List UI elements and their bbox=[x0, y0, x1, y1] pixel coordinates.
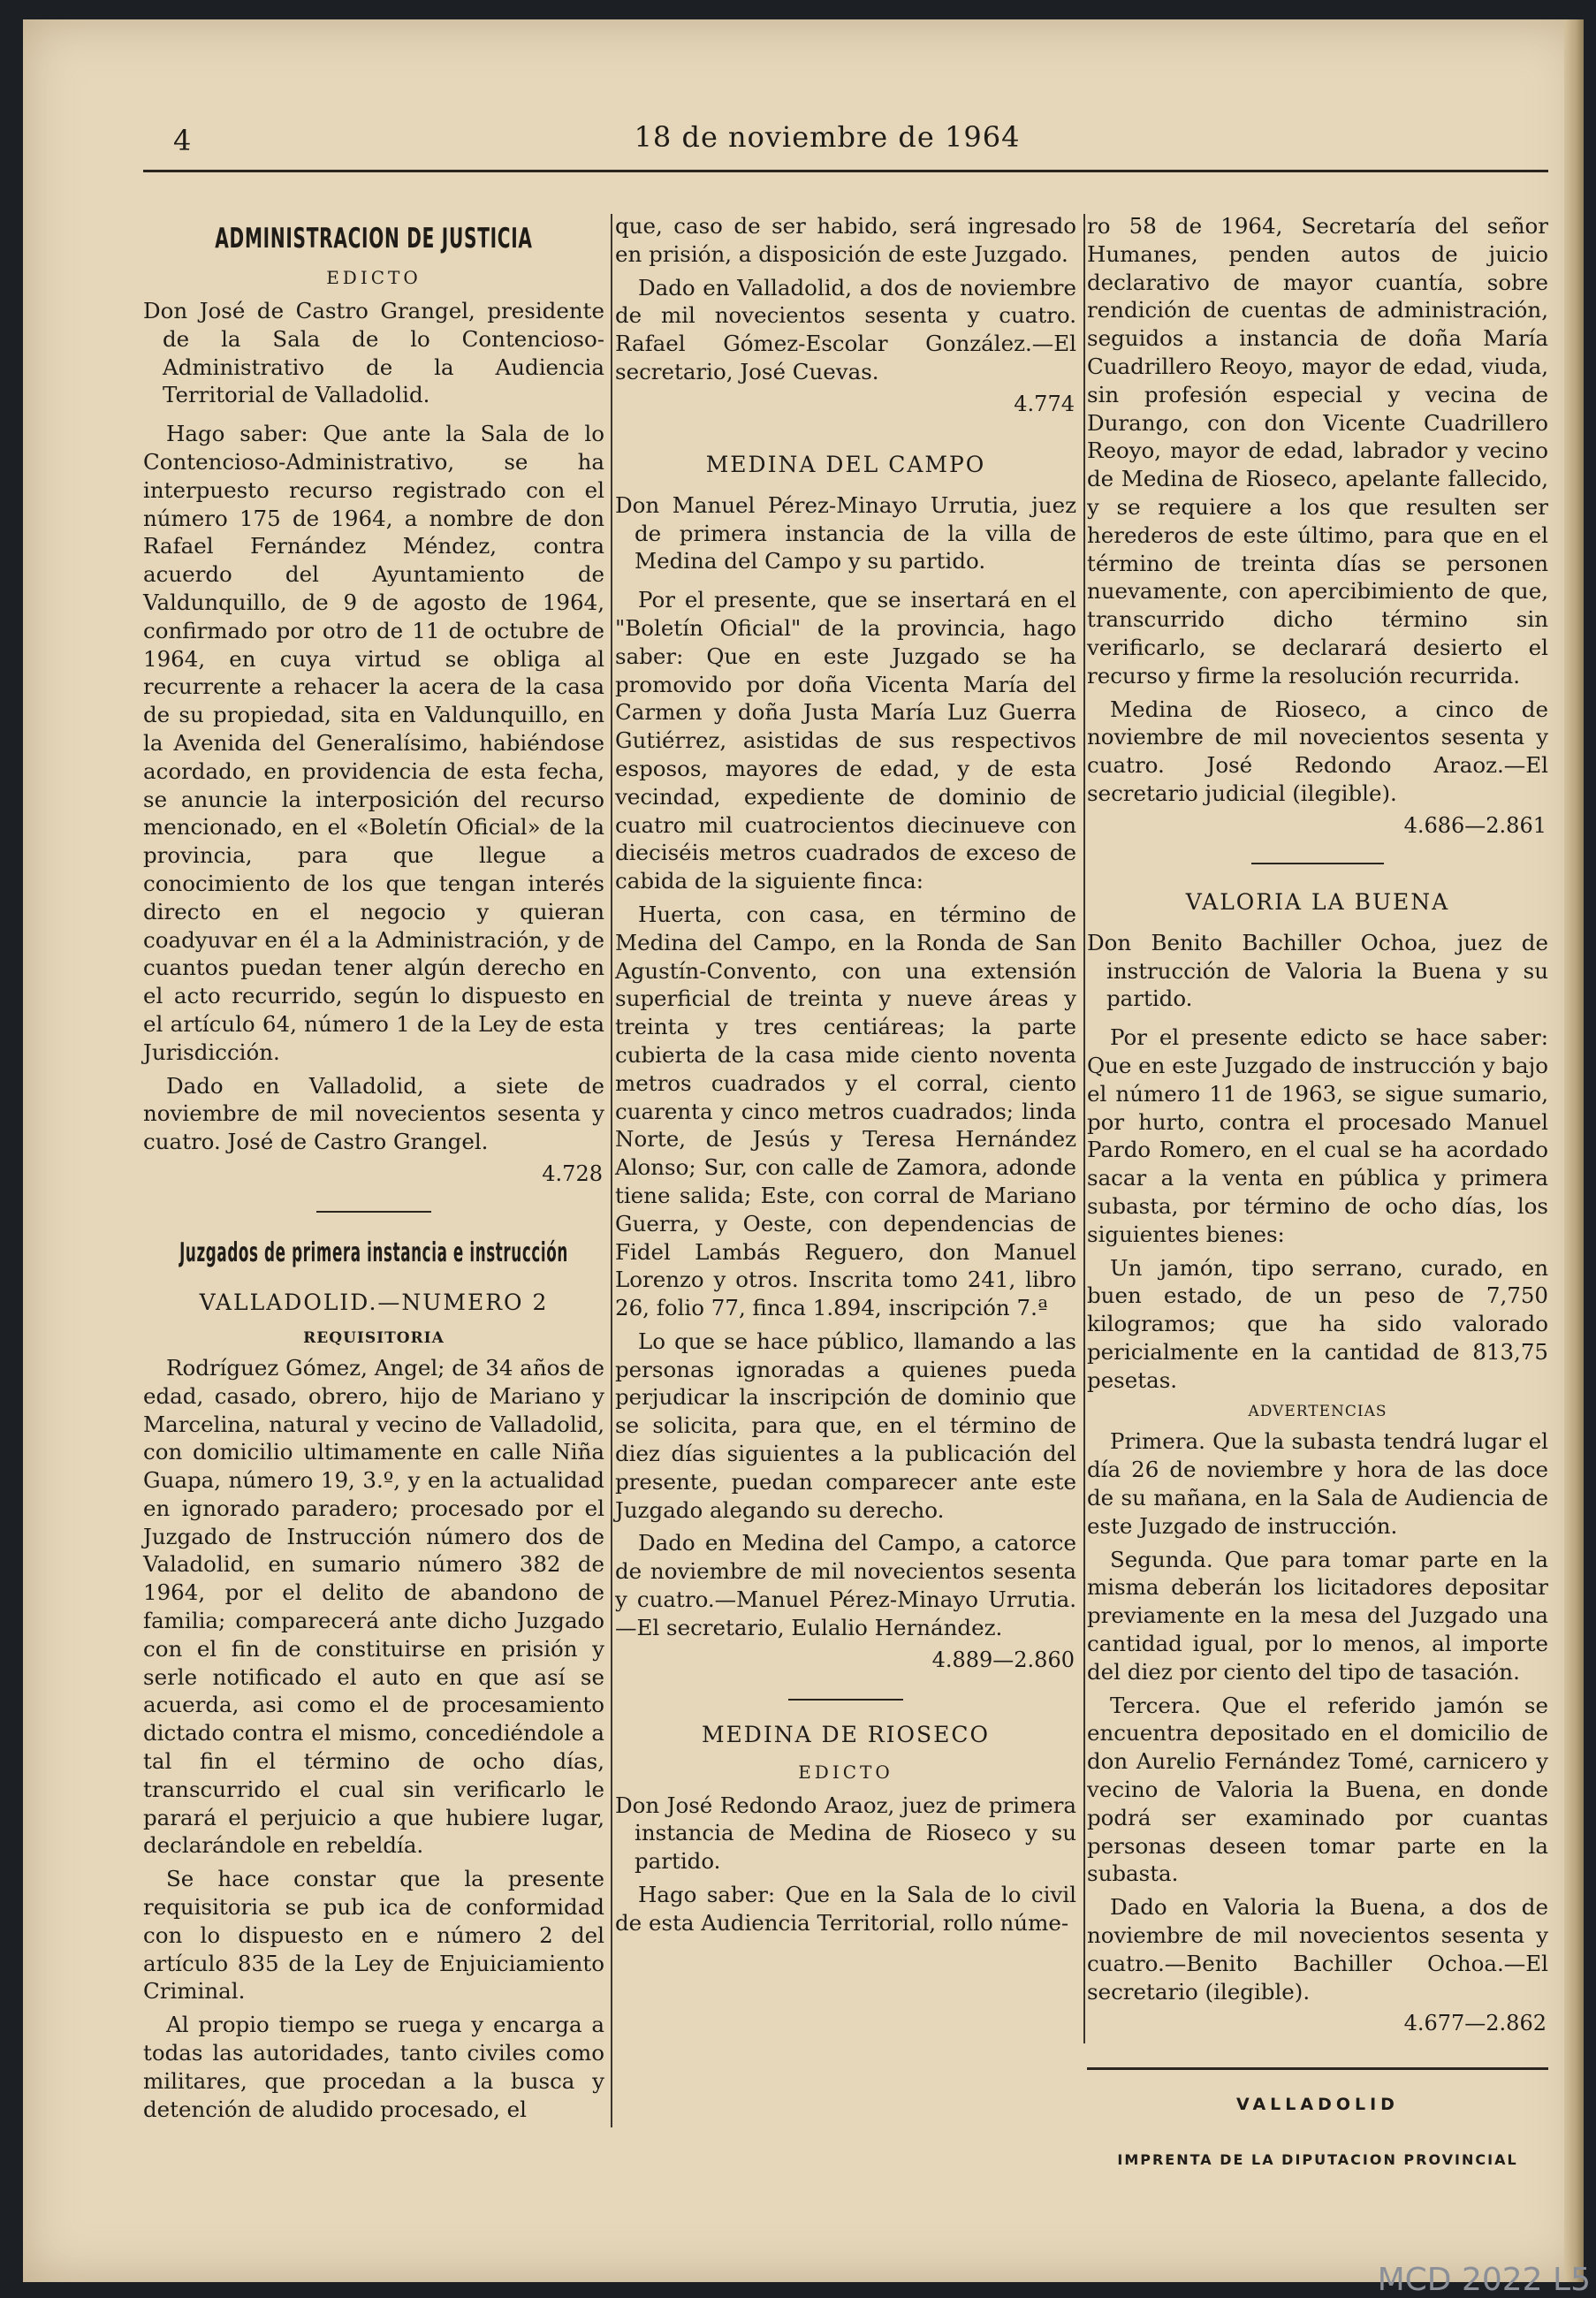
section-title: Juzgados de primera instancia e instrucción bbox=[179, 1237, 568, 1268]
paragraph: Lo que se hace público, llamando a las personas ignoradas a quienes pueda perjudicar la inscripción de dominio que se solicita, para que, en el término de diez días siguientes a la publicación del presente, puedan comparecer ante este Juzgado alegando su derecho. bbox=[615, 1328, 1076, 1523]
location-heading: MEDINA DEL CAMPO bbox=[705, 451, 986, 477]
newspaper-page bbox=[23, 19, 1584, 2282]
separator bbox=[788, 1699, 903, 1701]
column-2 bbox=[615, 212, 1076, 1943]
paragraph: Primera. Que la subasta tendrá lugar el día 26 de noviembre y hora de las doce de su mañana, en la Sala de Audiencia de este Juzgado de instrucción. bbox=[1087, 1428, 1548, 1539]
edicto-label: EDICTO bbox=[798, 1761, 893, 1783]
paragraph: Hago saber: Que en la Sala de lo civil de esta Audiencia Territorial, rollo núme- bbox=[615, 1882, 1076, 1936]
edict-number: 4.889—2.860 bbox=[931, 1647, 1075, 1672]
paragraph: Rodríguez Gómez, Angel; de 34 años de edad, casado, obrero, hijo de Mariano y Marcelina, natural y vecino de Valladolid, con domicilio ultimamente en calle Niña Guapa, número 19, 3.º, y en la actualidad en ignorado paradero; procesado por el Juzgado de Instrucción número dos de Valadolid, en sumario número 382 de 1964, por el delito de abandono de familia; comparecerá ante dicho Juzgado con el fin de constituirse en prisión y serle notificado el auto en que así se acuerda, asi como el de procesamiento dictado contra el mismo, concediéndole a tal fin el término de ocho días, transcurrido el cual sin verificarlo le parará el perjuicio a que hubiere lugar, declarándole en rebeldía. bbox=[143, 1354, 604, 1859]
footer-rule bbox=[1087, 2067, 1548, 2070]
paragraph: Por el presente, que se insertará en el "Boletín Oficial" de la provincia, hago saber: Que en este Juzgado se ha promovido por doña Vicenta María del Carmen y doña Justa María Luz Guerra Gutiérrez, asistidas de sus respectivos esposos, mayores de edad, y de esta vecindad, expediente de dominio de cuatro mil cuatrocientos diecinueve con dieciséis metros cuadrados de exceso de cabida de la siguiente finca: bbox=[615, 587, 1076, 894]
paragraph: Tercera. Que el referido jamón se encuentra depositado en el domicilio de don Aurelio Fernández Tomé, carnicero y vecino de Valoria la Buena, en donde podrá ser examinado por cuantas personas deseen tomar parte en la subasta. bbox=[1087, 1692, 1548, 1887]
paragraph: ro 58 de 1964, Secretaría del señor Humanes, penden autos de juicio declarativo de mayor cuantía, sobre rendición de cuentas de administración, seguidos a instancia de doña María Cuadrillero Reoyo, mayor de edad, viuda, sin profesión especial y vecina de Durango, con don Vicente Cuadrillero Reoyo, mayor de edad, labrador y vecino de Medina de Rioseco, apelante fallecido, y se requiere a los que resulten ser herederos de este último, para que en el término de treinta días se personen nuevamente, con apercibimiento de que, transcurrido dicho término sin verificarlo, se declarará desierto el recurso y firme la resolución recurrida. bbox=[1087, 213, 1548, 689]
separator bbox=[316, 1211, 431, 1213]
archive-stamp: MCD 2022 L5 bbox=[1377, 2262, 1591, 2298]
paragraph: que, caso de ser habido, será ingresado en prisión, a disposición de este Juzgado. bbox=[615, 213, 1076, 267]
requisitoria-label: REQUISITORIA bbox=[303, 1328, 445, 1347]
issue-date: 18 de noviembre de 1964 bbox=[634, 120, 1021, 154]
paragraph: Segunda. Que para tomar parte en la misma deberán los licitadores depositar previamente en la mesa del Juzgado una cantidad igual, por lo menos, al importe del diez por ciento del tipo de tasación. bbox=[1087, 1546, 1548, 1685]
location-heading: VALORIA LA BUENA bbox=[1185, 888, 1450, 915]
section-title: ADMINISTRACION DE JUSTICIA bbox=[215, 223, 533, 255]
paragraph: Hago saber: Que ante la Sala de lo Contencioso-Administrativo, se ha interpuesto recurso registrado con el número 175 de 1964, a nombre de don Rafael Fernández Méndez, contra acuerdo del Ayuntamiento de Valdunquillo, de 9 de agosto de 1964, confirmado por otro de 11 de octubre de 1964, en cuya virtud se obliga al recurrente a rehacer la acera de la casa de su propiedad, sita en Valdunquillo, en la Avenida del Generalísimo, habiéndose acordado, en providencia de esta fecha, se anuncie la interposición del recurso mencionado, en el «Boletín Oficial» de la provincia, para que llegue a conocimiento de los que tengan interés directo en el negocio y quieran coadyuvar en él a la Administración, y de cuantos puedan tener algún derecho en el acto recurrido, según lo dispuesto en el artículo 64, número 1 de la Ley de esta Jurisdicción. bbox=[143, 421, 604, 1065]
paragraph: Un jamón, tipo serrano, curado, en buen estado, de un peso de 7,750 kilogramos; que ha sido valorado pericialmente en la cantidad de 813,75 pesetas. bbox=[1087, 1254, 1548, 1393]
paragraph: Huerta, con casa, en término de Medina del Campo, en la Ronda de San Agustín-Convento, con una extensión superficial de treinta y nueve áreas y treinta y tres centiáreas; la parte cubierta de la casa mide ciento noventa metros cuadrados y el corral, ciento cuarenta y cinco metros cuadrados; linda Norte, de Jesús y Teresa Hernández Alonso; Sur, con calle de Zamora, adonde tiene salida; Este, con corral de Mariano Guerra, y Oeste, con dependencias de Fidel Lambás Reguero, don Manuel Lorenzo y otros. Inscrita tomo 241, libro 26, folio 77, finca 1.894, inscripción 7.ª bbox=[615, 901, 1076, 1321]
paragraph: Al propio tiempo se ruega y encarga a todas las autoridades, tanto civiles como militares, que procedan a la busca y detención de aludido procesado, el bbox=[143, 2012, 604, 2122]
column-3 bbox=[1087, 212, 1548, 2168]
footer-city: VALLADOLID bbox=[1236, 2095, 1399, 2115]
location-heading: VALLADOLID.—NUMERO 2 bbox=[199, 1289, 549, 1315]
paragraph: Dado en Valladolid, a siete de noviembre de mil novecientos sesenta y cuatro. José de Castro Grangel. bbox=[143, 1072, 604, 1155]
paragraph: Don Benito Bachiller Ochoa, juez de instrucción de Valoria la Buena y su partido. bbox=[1087, 929, 1548, 1012]
advertencias-label: ADVERTENCIAS bbox=[1248, 1403, 1387, 1421]
paragraph: Se hace constar que la presente requisitoria se pub ica de conformidad con lo dispuesto en e número 2 del artículo 835 de la Ley de Enjuiciamiento Criminal. bbox=[143, 1866, 604, 2005]
paragraph: Dado en Valladolid, a dos de noviembre de mil novecientos sesenta y cuatro. Rafael Gómez-Escolar González.—El secretario, José Cuevas. bbox=[615, 274, 1076, 384]
edict-number: 4.686—2.861 bbox=[1403, 812, 1547, 838]
page-edge bbox=[1564, 19, 1584, 2282]
edicto-label: EDICTO bbox=[326, 267, 422, 288]
footer-printer: IMPRENTA DE LA DIPUTACION PROVINCIAL bbox=[1117, 2151, 1518, 2169]
column-divider bbox=[611, 214, 612, 2127]
edict-number: 4.728 bbox=[542, 1160, 603, 1186]
column-1 bbox=[143, 212, 604, 2128]
paragraph: Por el presente edicto se hace saber: Que en este Juzgado de instrucción y bajo el número 11 de 1963, se sigue sumario, por hurto, contra el procesado Manuel Pardo Romero, en el cual se ha acordado sacar a la venta en pública y primera subasta, por término de ocho días, los siguientes bienes: bbox=[1087, 1024, 1548, 1247]
edict-number: 4.774 bbox=[1014, 391, 1075, 416]
paragraph: Dado en Valoria la Buena, a dos de noviembre de mil novecientos sesenta y cuatro.—Benito Bachiller Ochoa.—El secretario (ilegible). bbox=[1087, 1894, 1548, 2005]
paragraph: Don José Redondo Araoz, juez de primera instancia de Medina de Rioseco y su partido. bbox=[615, 1792, 1076, 1875]
column-divider bbox=[1083, 214, 1085, 2043]
edict-number: 4.677—2.862 bbox=[1403, 2011, 1547, 2036]
paragraph: Don Manuel Pérez-Minayo Urrutia, juez de primera instancia de la villa de Medina del Campo y su partido. bbox=[615, 491, 1076, 574]
paragraph: Dado en Medina del Campo, a catorce de noviembre de mil novecientos sesenta y cuatro.—Manuel Pérez-Minayo Urrutia.—El secretario, Eulalio Hernández. bbox=[615, 1530, 1076, 1640]
page-number: 4 bbox=[173, 124, 192, 157]
header-rule bbox=[143, 170, 1548, 172]
paragraph: Don José de Castro Grangel, presidente de la Sala de lo Contencioso-Administrativo de la Audiencia Territorial de Valladolid. bbox=[143, 298, 604, 408]
paragraph: Medina de Rioseco, a cinco de noviembre de mil novecientos sesenta y cuatro. José Redondo Araoz.—El secretario judicial (ilegible). bbox=[1087, 696, 1548, 806]
location-heading: MEDINA DE RIOSECO bbox=[701, 1721, 991, 1747]
separator bbox=[1251, 863, 1384, 864]
